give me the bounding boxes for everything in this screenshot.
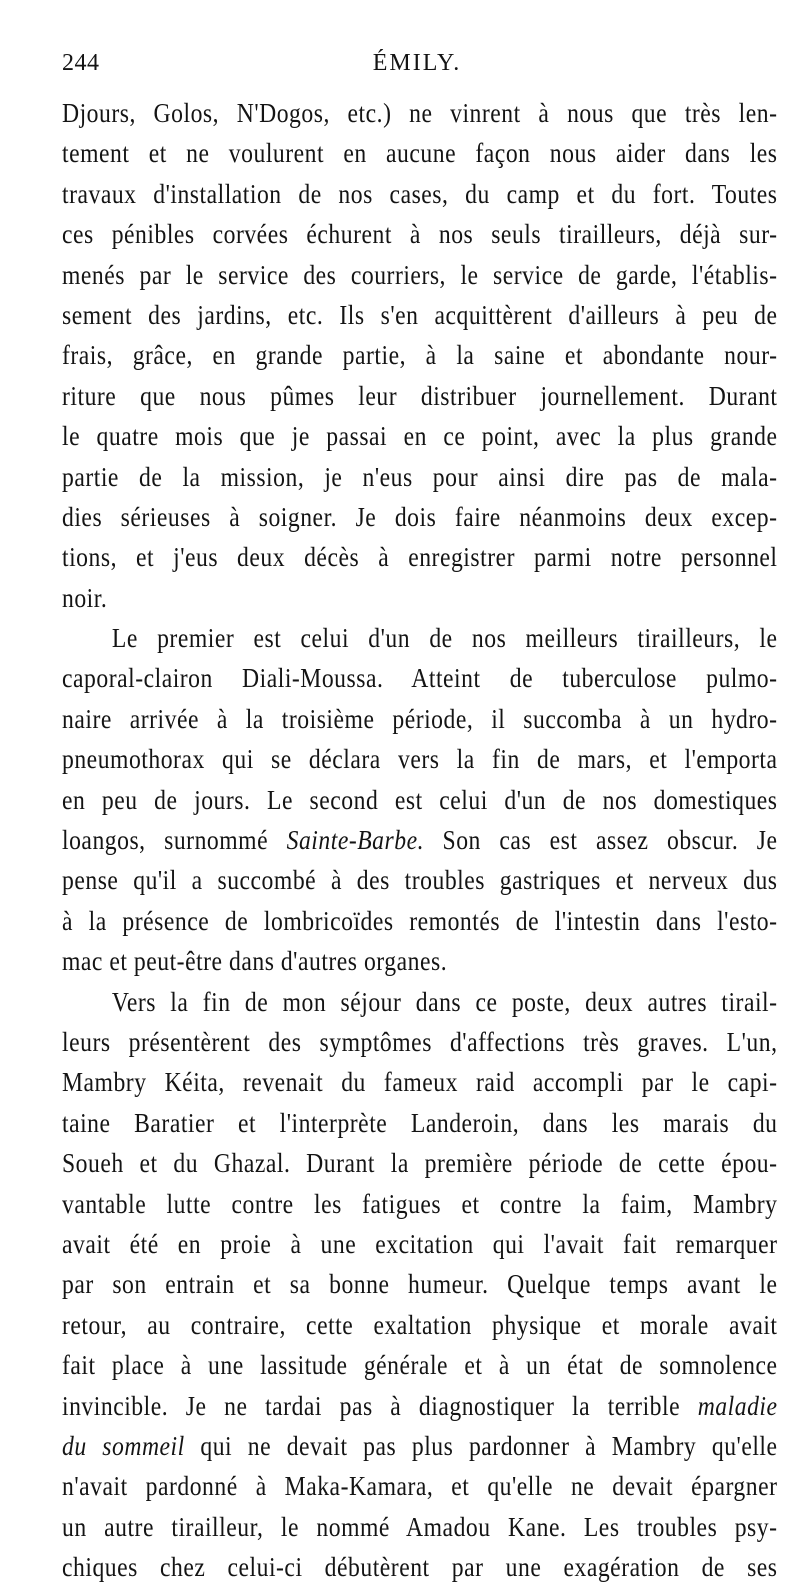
text-line: le quatre mois que je passai en ce point, avec la plus grande bbox=[62, 420, 778, 452]
text-line: taine Baratier et l'interprète Landeroin, dans les marais du bbox=[62, 1106, 778, 1138]
text-line: Mambry Kéita, revenait du fameux raid accompli par le capi- bbox=[62, 1066, 778, 1098]
text-line: tions, et j'eus deux décès à enregistrer parmi notre personnel bbox=[62, 541, 778, 573]
text-line: partie de la mission, je n'eus pour ainsi dire pas de mala- bbox=[62, 460, 778, 492]
italic-name: Sainte-Barbe. bbox=[286, 824, 425, 856]
text-line: chiques chez celui-ci débutèrent par une exagération de ses bbox=[62, 1551, 778, 1583]
text-line: Soueh et du Ghazal. Durant la première période de cette épou- bbox=[62, 1147, 778, 1179]
text-line bbox=[62, 1426, 778, 1466]
text-line: pneumothorax qui se déclara vers la fin de mars, et l'emporta bbox=[62, 743, 778, 775]
text-line: noir. bbox=[62, 581, 108, 613]
text-line: tement et ne voulurent en aucune façon nous aider dans les bbox=[62, 137, 778, 169]
text-line: leurs présentèrent des symptômes d'affections très graves. L'un, bbox=[62, 1025, 778, 1057]
text-line bbox=[62, 820, 778, 860]
text-line: caporal-clairon Diali-Moussa. Atteint de tuberculose pulmo- bbox=[62, 662, 778, 694]
text-line: ces pénibles corvées échurent à nos seuls tirailleurs, déjà sur- bbox=[62, 218, 778, 250]
text-line: Djours, Golos, N'Dogos, etc.) ne vinrent à nous que très len- bbox=[62, 97, 778, 128]
text-line: vantable lutte contre les fatigues et contre la faim, Mambry bbox=[62, 1187, 778, 1219]
text-line: sement des jardins, etc. Ils s'en acquittèrent d'ailleurs à peu de bbox=[62, 298, 778, 330]
text-line: n'avait pardonné à Maka-Kamara, et qu'elle ne devait épargner bbox=[62, 1470, 778, 1502]
running-head bbox=[62, 50, 772, 86]
text-line: menés par le service des courriers, le service de garde, l'établis- bbox=[62, 258, 778, 290]
text-line bbox=[62, 1386, 778, 1426]
paragraph-start-line: Vers la fin de mon séjour dans ce poste, deux autres tirail- bbox=[111, 985, 778, 1017]
text-line: riture que nous pûmes leur distribuer journellement. Durant bbox=[62, 379, 778, 411]
text-line: à la présence de lombricoïdes remontés de l'intestin dans l'esto- bbox=[62, 904, 778, 936]
text-line: naire arrivée à la troisième période, il succomba à un hydro- bbox=[62, 702, 778, 734]
text-segment: qui ne devait pas plus pardonner à Mambry qu'elle bbox=[184, 1429, 778, 1461]
text-line: fait place à une lassitude générale et à un état de somnolence bbox=[62, 1349, 778, 1381]
page-number: 244 bbox=[62, 50, 100, 76]
text-body bbox=[62, 93, 778, 1587]
text-line: avait été en proie à une excitation qui l'avait fait remarquer bbox=[62, 1227, 778, 1259]
italic-term: du sommeil bbox=[62, 1429, 185, 1461]
text-line: un autre tirailleur, le nommé Amadou Kane. Les troubles psy- bbox=[62, 1510, 778, 1542]
text-line: travaux d'installation de nos cases, du camp et du fort. Toutes bbox=[62, 177, 778, 209]
text-segment: invincible. Je ne tardai pas à diagnostiquer la terrible bbox=[62, 1389, 698, 1421]
running-title: ÉMILY. bbox=[372, 50, 462, 76]
text-line: frais, grâce, en grande partie, à la saine et abondante nour- bbox=[62, 339, 778, 371]
text-line: dies sérieuses à soigner. Je dois faire néanmoins deux excep- bbox=[62, 500, 778, 532]
text-line: par son entrain et sa bonne humeur. Quelque temps avant le bbox=[62, 1268, 778, 1300]
text-segment: Son cas est assez obscur. Je bbox=[424, 824, 778, 856]
paragraph-start-line: Le premier est celui d'un de nos meilleurs tirailleurs, le bbox=[111, 622, 778, 654]
text-line: en peu de jours. Le second est celui d'un de nos domestiques bbox=[62, 783, 778, 815]
text-segment: loangos, surnommé bbox=[62, 824, 287, 856]
italic-term: maladie bbox=[697, 1389, 778, 1421]
text-line: pense qu'il a succombé à des troubles gastriques et nerveux dus bbox=[62, 864, 778, 896]
text-line: retour, au contraire, cette exaltation physique et morale avait bbox=[62, 1308, 778, 1340]
text-line: mac et peut-être dans d'autres organes. bbox=[62, 945, 448, 977]
